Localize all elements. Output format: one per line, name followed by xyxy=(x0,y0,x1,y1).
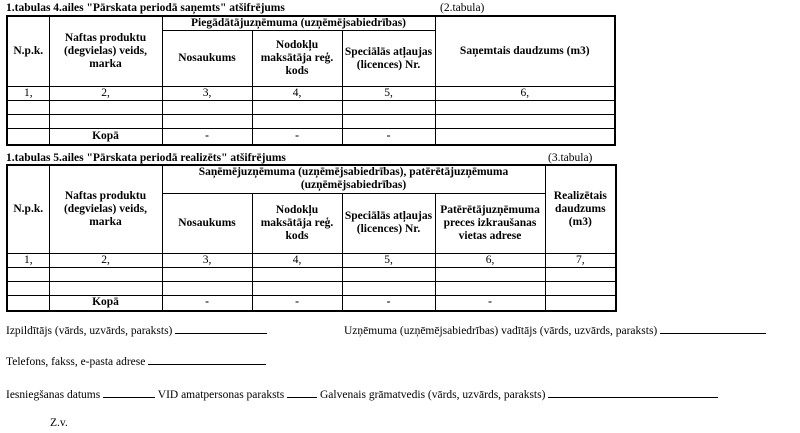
table2-total-label: Kopā xyxy=(49,129,162,145)
table-cell xyxy=(435,101,615,115)
table3-total-row xyxy=(7,295,616,311)
table2-header-product: Naftas produktu (degvielas) veids, marka xyxy=(49,16,162,87)
table2-total-row xyxy=(7,129,615,145)
table2-total-value: - xyxy=(252,129,342,145)
contacts-line xyxy=(6,353,266,368)
executor-label: Izpildītājs (vārds, uzvārds, paraksts) xyxy=(6,325,173,337)
table-cell xyxy=(49,281,162,295)
table3-header-quantity: Realizētais daudzums (m3) xyxy=(545,165,616,253)
table3-header-name: Nosaukums xyxy=(162,193,252,253)
table-cell xyxy=(252,267,342,281)
table-cell xyxy=(49,267,162,281)
table2-total-value: - xyxy=(342,129,435,145)
table3-header-address: Patērētājuzņēmuma preces izkraušanas vietas adrese xyxy=(435,193,545,253)
table3-empty-row xyxy=(7,267,616,281)
table3-col-number: 2, xyxy=(49,253,162,267)
table-cell xyxy=(7,281,49,295)
date-field[interactable] xyxy=(103,386,155,398)
vid-label: VID amatpersonas paraksts xyxy=(157,389,285,401)
table2-empty-row xyxy=(7,101,615,115)
table3-total-value: - xyxy=(252,295,342,311)
table2-col-number: 3, xyxy=(162,87,252,101)
table-cell xyxy=(342,101,435,115)
vid-signature-field[interactable] xyxy=(287,386,317,398)
table2-col-number: 2, xyxy=(49,87,162,101)
table-cell xyxy=(7,115,49,129)
accountant-signature-field[interactable] xyxy=(548,386,718,398)
table3 xyxy=(6,164,617,312)
table-cell xyxy=(435,267,545,281)
table3-note: (3.tabula) xyxy=(548,152,593,164)
table-cell xyxy=(7,295,49,311)
table2-note: (2.tabula) xyxy=(440,2,485,14)
table-cell xyxy=(252,281,342,295)
table-cell xyxy=(545,281,616,295)
contacts-field[interactable] xyxy=(148,353,266,365)
table3-col-number: 4, xyxy=(252,253,342,267)
table2-header-name: Nosaukums xyxy=(162,31,252,87)
table-cell xyxy=(49,115,162,129)
table-cell xyxy=(545,267,616,281)
table-cell xyxy=(252,101,342,115)
date-line xyxy=(6,386,718,401)
table3-empty-row xyxy=(7,281,616,295)
table2-total-value: - xyxy=(162,129,252,145)
table2-col-number: 5, xyxy=(342,87,435,101)
table2-header-license: Speciālās atļaujas (licences) Nr. xyxy=(342,31,435,87)
table2-col-number: 4, xyxy=(252,87,342,101)
accountant-label: Galvenais grāmatvedis (vārds, uzvārds, paraksts) xyxy=(319,389,546,401)
table3-header-product: Naftas produktu (degvielas) veids, marka xyxy=(49,165,162,253)
table-cell xyxy=(252,115,342,129)
table3-total-value: - xyxy=(162,295,252,311)
table2-caption: 1.tabulas 4.ailes "Pārskata periodā saņemts" atšifrējums xyxy=(6,2,285,14)
table2-col-number: 6, xyxy=(435,87,615,101)
table-cell xyxy=(435,281,545,295)
table3-caption: 1.tabulas 5.ailes "Pārskata periodā realizēts" atšifrējums xyxy=(6,152,286,164)
table-cell xyxy=(162,101,252,115)
table-cell xyxy=(435,129,615,145)
table3-header-license: Speciālās atļaujas (licences) Nr. xyxy=(342,193,435,253)
head-label: Uzņēmuma (uzņēmējsabiedrības) vadītājs (vārds, uzvārds, paraksts) xyxy=(344,325,658,337)
table3-col-number: 1, xyxy=(7,253,49,267)
contacts-label: Telefons, fakss, e-pasta adrese xyxy=(6,356,146,368)
table3-header-regcode: Nodokļu maksātāja reģ. kods xyxy=(252,193,342,253)
table-cell xyxy=(162,267,252,281)
table-cell xyxy=(49,101,162,115)
head-signature-field[interactable] xyxy=(660,322,766,334)
seal-label: Z.v. xyxy=(50,417,68,429)
head-line xyxy=(344,322,766,337)
table-cell xyxy=(7,129,49,145)
table2-header-npk: N.p.k. xyxy=(7,16,49,87)
executor-line xyxy=(6,322,267,337)
table2-col-number: 1, xyxy=(7,87,49,101)
table-cell xyxy=(342,115,435,129)
table3-col-number: 5, xyxy=(342,253,435,267)
table-cell xyxy=(162,115,252,129)
table3-col-number: 7, xyxy=(545,253,616,267)
table2-empty-row xyxy=(7,115,615,129)
executor-signature-field[interactable] xyxy=(175,322,267,334)
table-cell xyxy=(435,115,615,129)
table3-col-number: 3, xyxy=(162,253,252,267)
table2-group-header: Piegādātājuzņēmuma (uzņēmējsabiedrības) xyxy=(162,16,435,31)
table2-header-regcode: Nodokļu maksātāja reģ. kods xyxy=(252,31,342,87)
table-cell xyxy=(7,101,49,115)
table2-header-quantity: Saņemtais daudzums (m3) xyxy=(435,16,615,87)
table-cell xyxy=(342,267,435,281)
table3-group-header: Saņēmējuzņēmuma (uzņēmējsabiedrības), patērētājuzņēmuma (uzņēmējsabiedrības) xyxy=(162,165,545,193)
table3-total-label: Kopā xyxy=(49,295,162,311)
table3-total-value: - xyxy=(435,295,545,311)
table-cell xyxy=(342,281,435,295)
table3-header-npk: N.p.k. xyxy=(7,165,49,253)
table3-total-value: - xyxy=(342,295,435,311)
date-label: Iesniegšanas datums xyxy=(6,389,101,401)
table2 xyxy=(6,15,616,146)
table-cell xyxy=(162,281,252,295)
table3-col-number: 6, xyxy=(435,253,545,267)
table-cell xyxy=(545,295,616,311)
table-cell xyxy=(7,267,49,281)
